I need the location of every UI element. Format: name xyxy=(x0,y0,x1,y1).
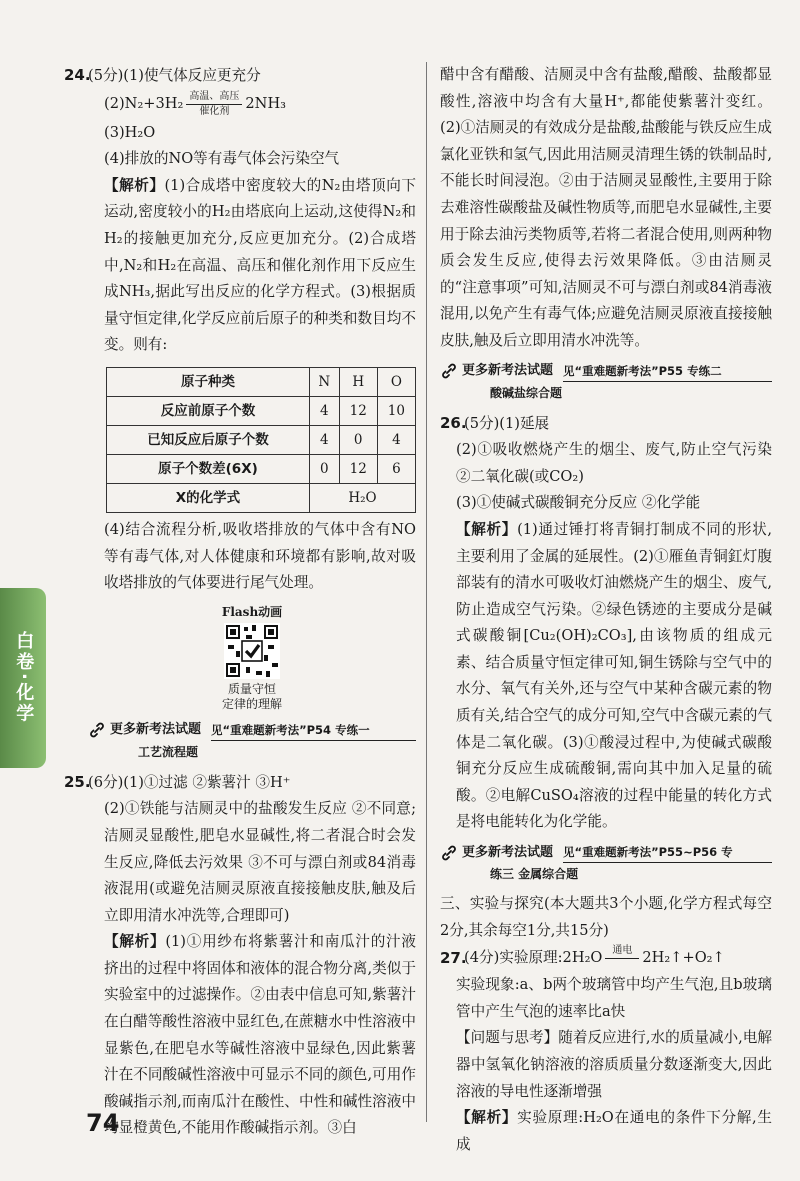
question-number: 26. xyxy=(440,413,467,432)
more-questions-topic: 工艺流程题 xyxy=(138,744,199,759)
table-row: 反应前原子个数 4 12 10 xyxy=(107,396,416,425)
table-row: X的化学式 H₂O xyxy=(107,483,416,512)
q24-line1: 24.(5分)(1)使气体反应更充分 xyxy=(88,62,416,90)
subject-side-tab: 白卷·化学 xyxy=(0,588,46,768)
more-questions-topic: 练三 金属综合题 xyxy=(490,867,579,882)
section-heading: 三、实验与探究(本大题共3个小题,化学方程式每空2分,其余每空1分,共15分) xyxy=(440,895,772,939)
right-column xyxy=(440,62,772,1158)
link-icon xyxy=(440,844,458,862)
q27-phenomenon: 实验现象:a、b两个玻璃管中均产生气泡,且b玻璃管中产生气泡的速率比a快 xyxy=(456,976,772,1020)
link-icon xyxy=(88,721,106,739)
q26-line3: (3)①使碱式碳酸铜充分反应 ②化学能 xyxy=(456,494,701,512)
link-icon xyxy=(440,362,458,380)
reaction-condition: 通电 xyxy=(605,945,639,972)
atom-count-table xyxy=(106,367,416,513)
more-questions-topic: 酸碱盐综合题 xyxy=(490,385,563,400)
question-number: 25. xyxy=(64,772,91,791)
q26-analysis: 【解析】(1)通过锤打将青铜打制成不同的形状,主要利用了金属的延展性。(2)①雁鱼青铜釭灯腹部装有的清水可吸收灯油燃烧产生的烟尘、废气,防止造成空气污染。②绿色锈迹的主要成分是碱式碳酸铜[Cu₂(OH)₂CO₃],由该物质的组成元素、结合质量守恒定律可知,铜生锈除与空气中的水分、氧气有关外,还与空气中某种含碳元素的物质有关,结合空气的成分可知,空气中含碳元素的气体是二氧化碳。(3)①酸浸过程中,为使碱式碳酸铜充分反应生成硫酸铜,需向其中加入足量的硫酸。②电解CuSO₄溶液的过程中能量的转化方式是将电能转化为化学能。 xyxy=(456,520,772,831)
qr-code-icon[interactable] xyxy=(224,623,280,679)
question-number: 24. xyxy=(64,66,91,84)
q26-line2: (2)①吸收燃烧产生的烟尘、废气,防止空气污染 ②二氧化碳(或CO₂) xyxy=(456,441,772,485)
table-row: 已知反应后原子个数 4 0 4 xyxy=(107,425,416,454)
question-number: 27. xyxy=(440,948,467,967)
flash-animation-qr[interactable]: Flash动画 质量守恒 定律的理解 xyxy=(221,604,283,711)
q25-line2: (2)①铁能与洁厕灵中的盐酸发生反应 ②不同意;洁厕灵显酸性,肥皂水显碱性,将二者混合时会发生反应,降低去污效果 ③不可与漂白剂或84消毒液混用(或避免洁厕灵原液直接接触皮肤,触及后立即用清水冲洗等,合理即可) xyxy=(104,800,416,924)
more-questions-link[interactable]: 更多新考法试题 见“重难题新考法”P55~P56 专 xyxy=(440,842,772,863)
q27-principle: 27. (4分)实验原理:2H₂O 通电 2H₂↑+O₂↑ xyxy=(440,944,772,972)
column-divider xyxy=(426,62,427,1122)
left-column xyxy=(64,62,416,1142)
q25-analysis: 【解析】(1)①用纱布将紫薯汁和南瓜汁的汁液挤出的过程中将固体和液体的混合物分离,类似于实验室中的过滤操作。②由表中信息可知,紫薯汁在白醋等酸性溶液中显红色,在蔗糖水中性溶液中显紫色,在肥皂水等碱性溶液中显绿色,因此紫薯汁在不同酸碱性溶液中可显示不同的颜色,可用作酸碱指示剂,而南瓜汁在酸性、中性和碱性溶液中均显橙黄色,不能用作酸碱指示剂。③白 xyxy=(104,933,416,1137)
q24-line4: (4)排放的NO等有毒气体会污染空气 xyxy=(104,150,340,168)
more-questions-link[interactable]: 更多新考法试题 见“重难题新考法”P55 专练二 xyxy=(440,361,772,382)
q24-equation: (2)N₂+3H₂ 高温、高压 催化剂 2NH₃ xyxy=(104,91,287,118)
table-row: 原子个数差(6X) 0 12 6 xyxy=(107,454,416,483)
q27-analysis: 【解析】实验原理:H₂O在通电的条件下分解,生成 xyxy=(456,1109,772,1153)
q24-analysis: 【解析】(1)合成塔中密度较大的N₂由塔顶向下运动,密度较小的H₂由塔底向上运动,这使得N₂和H₂的接触更加充分,反应更加充分。(2)合成塔中,N₂和H₂在高温、高压和催化剂作用下反应生成NH₃,据此写出反应的化学方程式。(3)根据质量守恒定律,化学反应前后原子的种类和数目均不变。则有: xyxy=(104,176,416,354)
q27-question: 【问题与思考】随着反应进行,水的质量减小,电解器中氢氧化钠溶液的溶质质量分数逐渐变大,因此溶液的导电性逐渐增强 xyxy=(456,1029,772,1100)
more-questions-link[interactable]: 更多新考法试题 见“重难题新考法”P54 专练一 xyxy=(88,720,416,741)
reaction-condition: 高温、高压 催化剂 xyxy=(186,91,242,118)
q24-analysis-4: (4)结合流程分析,吸收塔排放的气体中含有NO等有毒气体,对人体健康和环境都有影响,故对吸收塔排放的气体要进行尾气处理。 xyxy=(104,520,416,592)
q25-line1: 25.(6分)(1)①过滤 ②紫薯汁 ③H⁺ xyxy=(88,769,416,797)
table-header: 原子种类 N H O xyxy=(107,367,416,396)
q24-line3: (3)H₂O xyxy=(104,123,156,141)
q26-line1: 26.(5分)(1)延展 xyxy=(440,410,772,438)
page-number: 74 xyxy=(86,1109,120,1137)
q25-continued: 醋中含有醋酸、洁厕灵中含有盐酸,醋酸、盐酸都显酸性,溶液中均含有大量H⁺,都能使紫薯汁变红。(2)①洁厕灵的有效成分是盐酸,盐酸能与铁反应生成氯化亚铁和氢气,因此用洁厕灵清理生锈的铁制品时,不能长时间浸泡。②由于洁厕灵显酸性,主要用于除去难溶性碳酸盐及碱性物质等,而肥皂水显碱性,主要用于除去油污类物质等,若将二者混合使用,则两种物质会发生反应,使得去污效果降低。③由洁厕灵的“注意事项”可知,洁厕灵不可与漂白剂或84消毒液混用,以免产生有毒气体;应避免洁厕灵原液直接接触皮肤,触及后立即用清水冲洗等。 xyxy=(440,66,772,349)
